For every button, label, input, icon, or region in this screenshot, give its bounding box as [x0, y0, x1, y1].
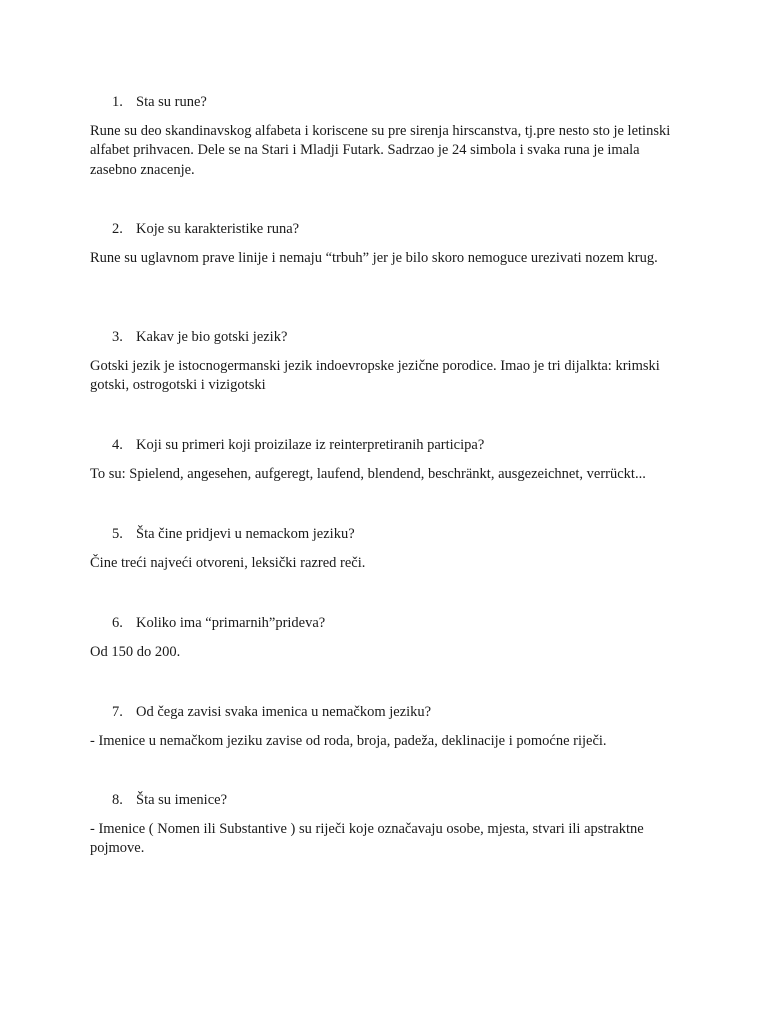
answer-2: Rune su uglavnom prave linije i nemaju “trbuh” jer je bilo skoro nemoguce urezivati nozem krug. — [90, 249, 658, 266]
answer-7: - Imenice u nemačkom jeziku zavise od roda, broja, padeža, deklinacije i pomoćne riječi. — [90, 732, 607, 749]
question-text: Šta su imenice? — [136, 792, 228, 808]
question-number: 4. — [112, 437, 123, 453]
question-1 — [90, 93, 680, 113]
qa-item-1 — [90, 93, 680, 180]
question-2 — [90, 220, 680, 240]
question-7 — [90, 703, 680, 723]
question-number: 3. — [112, 329, 123, 345]
qa-item-4 — [90, 436, 680, 484]
qa-item-8 — [90, 791, 680, 859]
question-5 — [90, 525, 680, 545]
question-text: Sta su rune? — [136, 94, 207, 110]
qa-item-6 — [90, 614, 680, 662]
qa-item-2 — [90, 220, 680, 268]
question-number: 6. — [112, 615, 123, 631]
qa-item-7 — [90, 703, 680, 751]
qa-item-5 — [90, 525, 680, 573]
question-number: 2. — [112, 221, 123, 237]
question-number: 1. — [112, 94, 123, 110]
answer-4: To su: Spielend, angesehen, aufgeregt, laufend, blendend, beschränkt, ausgezeichnet, verrückt... — [90, 465, 646, 482]
question-number: 8. — [112, 792, 123, 808]
question-4 — [90, 436, 680, 456]
question-6 — [90, 614, 680, 634]
question-text: Koje su karakteristike runa? — [136, 221, 300, 237]
question-number: 7. — [112, 704, 123, 720]
question-text: Od čega zavisi svaka imenica u nemačkom jeziku? — [136, 704, 432, 720]
qa-item-3 — [90, 328, 680, 396]
question-text: Šta čine pridjevi u nemackom jeziku? — [136, 526, 355, 542]
answer-3: Gotski jezik je istocnogermanski jezik indoevropske jezične porodice. Imao je tri dijalkta: krimski gotski, ostrogotski i vizigotski — [90, 357, 660, 393]
question-8 — [90, 791, 680, 811]
question-text: Kakav je bio gotski jezik? — [136, 329, 288, 345]
answer-6: Od 150 do 200. — [90, 643, 181, 660]
question-text: Koliko ima “primarnih”prideva? — [136, 615, 326, 631]
answer-8: - Imenice ( Nomen ili Substantive ) su riječi koje označavaju osobe, mjesta, stvari ili apstraktne pojmove. — [90, 820, 644, 856]
answer-1: Rune su deo skandinavskog alfabeta i koriscene su pre sirenja hirscanstva, tj.pre nesto sto je letinski alfabet prihvacen. Dele se na Stari i Mladji Futark. Sadrzao je 24 simbola i svaka runa je imala zasebno znacenje. — [90, 122, 671, 178]
question-text: Koji su primeri koji proizilaze iz reinterpretiranih participa? — [136, 437, 485, 453]
answer-5: Čine treći najveći otvoreni, leksički razred reči. — [90, 554, 366, 571]
question-number: 5. — [112, 526, 123, 542]
question-3 — [90, 328, 680, 348]
